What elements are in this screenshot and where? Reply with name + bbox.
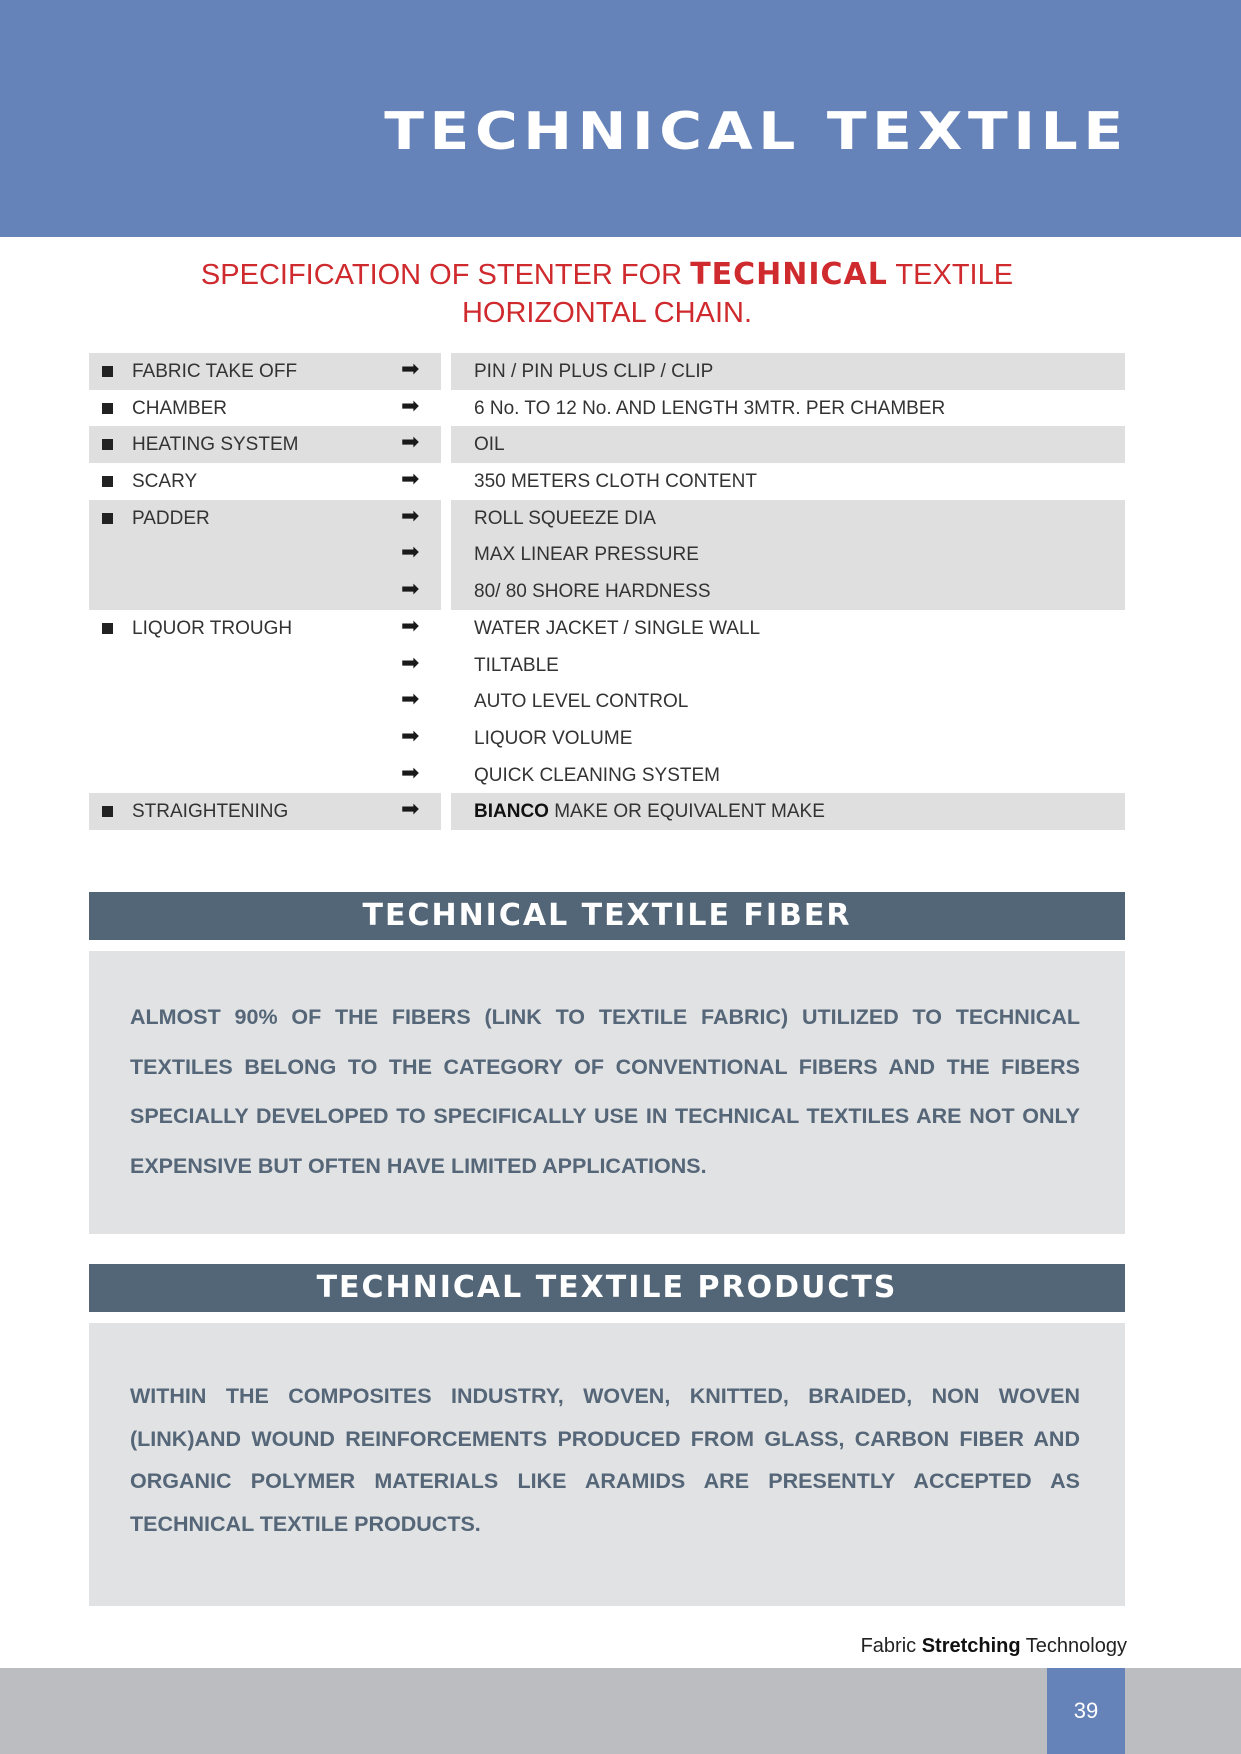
spec-value: LIQUOR VOLUME: [474, 727, 633, 749]
spec-label: CHAMBER: [132, 397, 228, 419]
spec-value: ROLL SQUEEZE DIA: [474, 507, 656, 529]
arrow-right-icon: ➡: [401, 577, 420, 603]
spec-row: [89, 647, 1125, 684]
spec-title: [89, 256, 1125, 332]
spec-title-line2: HORIZONTAL CHAIN.: [461, 297, 752, 329]
arrow-right-icon: ➡: [401, 723, 420, 749]
spec-table: [89, 353, 1125, 830]
arrow-right-icon: ➡: [401, 430, 420, 456]
spec-row: [89, 463, 1125, 500]
spec-row: [89, 683, 1125, 720]
products-heading: TECHNICAL TEXTILE PRODUCTS: [89, 1264, 1125, 1312]
spec-value-bold: BIANCO: [474, 801, 549, 823]
arrow-right-icon: ➡: [401, 503, 420, 529]
spec-value: 80/ 80 SHORE HARDNESS: [474, 581, 711, 603]
spec-row: [89, 390, 1125, 427]
spec-value: TILTABLE: [474, 654, 559, 676]
bullet-icon: [102, 366, 113, 377]
spec-label: LIQUOR TROUGH: [132, 617, 293, 639]
bullet-icon: [102, 513, 113, 524]
fiber-text: ALMOST 90% OF THE FIBERS (LINK TO TEXTILE FABRIC) UTILIZED TO TECHNICAL TEXTILES BELONG TO THE CATEGORY OF CONVENTIONAL FIBERS AND THE FIBERS SPECIALLY DEVELOPED TO SPECIFICALLY USE IN TECHNICAL TEXTILES ARE NOT ONLY EXPENSIVE BUT OFTEN HAVE LIMITED APPLICATIONS.: [130, 1005, 1080, 1178]
spec-row: [89, 720, 1125, 757]
spec-value: 6 No. TO 12 No. AND LENGTH 3MTR. PER CHAMBER: [474, 397, 946, 419]
arrow-right-icon: ➡: [401, 357, 420, 382]
spec-value: PIN / PIN PLUS CLIP / CLIP: [474, 361, 714, 382]
spec-label: SCARY: [132, 471, 198, 493]
arrow-right-icon: ➡: [401, 760, 420, 786]
spec-row: [89, 573, 1125, 610]
spec-value: WATER JACKET / SINGLE WALL: [474, 617, 761, 639]
arrow-right-icon: ➡: [401, 393, 420, 419]
spec-label: PADDER: [132, 507, 210, 529]
spec-value-rest: MAKE OR EQUIVALENT MAKE: [548, 801, 825, 823]
spec-row: [89, 353, 1125, 390]
arrow-right-icon: ➡: [401, 650, 420, 676]
spec-value: AUTO LEVEL CONTROL: [474, 691, 689, 713]
bullet-icon: [102, 403, 113, 414]
spec-value: 350 METERS CLOTH CONTENT: [474, 471, 757, 493]
footer-text-bold: Stretching: [921, 1635, 1021, 1657]
bullet-icon: [102, 623, 113, 634]
page-number: 39: [1047, 1668, 1125, 1754]
arrow-right-icon: ➡: [401, 613, 420, 639]
spec-row: [89, 793, 1125, 830]
spec-value: [474, 801, 825, 823]
arrow-right-icon: ➡: [401, 687, 420, 713]
spec-title-part2: TEXTILE: [887, 259, 1014, 291]
spec-label: STRAIGHTENING: [132, 801, 289, 823]
arrow-right-icon: ➡: [401, 797, 420, 823]
products-text: WITHIN THE COMPOSITES INDUSTRY, WOVEN, KNITTED, BRAIDED, NON WOVEN (LINK)AND WOUND REINFORCEMENTS PRODUCED FROM GLASS, CARBON FIBER AND ORGANIC POLYMER MATERIALS LIKE ARAMIDS ARE PRESENTLY ACCEPTED AS TECHNICAL TEXTILE PRODUCTS.: [130, 1384, 1080, 1536]
fiber-heading: TECHNICAL TEXTILE FIBER: [89, 892, 1125, 940]
spec-value: QUICK CLEANING SYSTEM: [474, 764, 720, 786]
footer-tagline: [861, 1635, 1127, 1658]
bullet-icon: [102, 476, 113, 487]
products-box: [89, 1323, 1125, 1606]
footer-text-after: Technology: [1020, 1635, 1127, 1657]
spec-value: OIL: [474, 434, 505, 456]
spec-label: HEATING SYSTEM: [132, 434, 299, 456]
spec-row: [89, 610, 1125, 647]
page-title: TECHNICAL TEXTILE: [384, 102, 1129, 162]
spec-row: [89, 757, 1125, 794]
fiber-box: [89, 951, 1125, 1234]
spec-row: [89, 426, 1125, 463]
spec-title-part1: SPECIFICATION OF STENTER FOR: [200, 259, 691, 291]
spec-label: FABRIC TAKE OFF: [132, 361, 298, 382]
header-banner: [0, 0, 1241, 237]
arrow-right-icon: ➡: [401, 540, 420, 566]
spec-row: [89, 500, 1125, 537]
bullet-icon: [102, 439, 113, 450]
spec-value: MAX LINEAR PRESSURE: [474, 544, 699, 566]
arrow-right-icon: ➡: [401, 467, 420, 493]
bullet-icon: [102, 806, 113, 817]
footer-text-before: Fabric: [860, 1635, 922, 1657]
spec-row: [89, 536, 1125, 573]
spec-title-bold: TECHNICAL: [690, 257, 888, 292]
